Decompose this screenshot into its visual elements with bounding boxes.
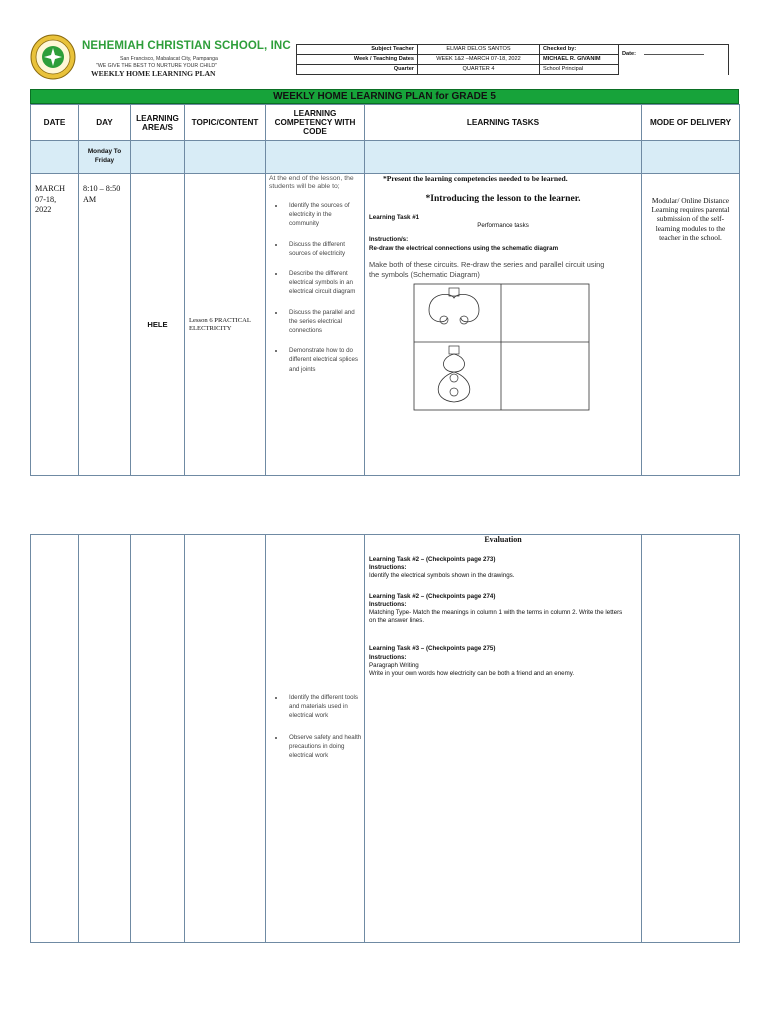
date-label: Date:	[622, 51, 636, 58]
task2b-instr: Matching Type- Match the meanings in column 1 with the terms in column 2. Write the letters on the answer lines.	[369, 609, 623, 625]
date-cell	[619, 45, 729, 65]
competency-item: • Discuss the parallel and the series electrical connections	[285, 308, 362, 336]
school-motto: "WE GIVE THE BEST TO NURTURE YOUR CHILD"	[96, 63, 218, 69]
task1-label: Learning Task #1	[369, 214, 420, 221]
task-present: *Present the learning competencies needed to be learned.	[383, 174, 568, 183]
competency-intro: At the end of the lesson, the students will be able to;	[269, 175, 354, 190]
plan-banner: WEEKLY HOME LEARNING PLAN for GRADE 5	[30, 89, 739, 104]
header-tasks: LEARNING TASKS	[365, 105, 642, 141]
task1-instr: Re-draw the electrical connections using the schematic diagram	[369, 244, 559, 252]
task2a-instr: Identify the electrical symbols shown in the drawings.	[369, 572, 515, 580]
subject-teacher-value: ELMAR DELOS SANTOS	[418, 45, 540, 55]
task1-instr-label: Instruction/s:	[369, 236, 409, 244]
competency-item: • Discuss the different sources of electricity	[285, 240, 362, 258]
row1-date: MARCH 07-18, 2022	[31, 174, 79, 476]
header-area: LEARNING AREA/S	[131, 105, 185, 141]
header-date: DATE	[31, 105, 79, 141]
task2a-instr-label: Instructions:	[369, 564, 407, 572]
header-topic: TOPIC/CONTENT	[185, 105, 266, 141]
header-competency: LEARNING COMPETENCY WITH CODE	[266, 105, 365, 141]
principal-title: School Principal	[540, 65, 619, 75]
plan-table	[30, 104, 740, 476]
week-label: Week / Teaching Dates	[297, 55, 418, 65]
row2-competency-cell	[266, 535, 365, 943]
task2b-label: Learning Task #2 – (Checkpoints page 274)	[369, 592, 496, 600]
competency-item: • Identify the different tools and materials used in electrical work	[285, 693, 362, 721]
row1-time: 8:10 – 8:50 AM	[79, 174, 131, 476]
task3-type: Paragraph Writing	[369, 661, 419, 669]
competency-item: • Identify the sources of electricity in the community	[285, 201, 362, 229]
school-address: San Francisco, Mabalacat City, Pampanga	[120, 56, 218, 62]
task-intro: *Introducing the lesson to the learner.	[425, 193, 581, 204]
diagram-caption: Make both of these circuits. Re-draw the series and parallel circuit using the symbols (Schematic Diagram)	[369, 259, 605, 279]
task3-label: Learning Task #3 – (Checkpoints page 275)	[369, 645, 496, 653]
row1-delivery: Modular/ Online Distance Learning requires parental submission of the self-learning modules to the teacher in the school.	[642, 174, 740, 476]
row1-topic: Lesson 6 PRACTICAL ELECTRICITY	[185, 174, 266, 476]
row1-competency-cell	[266, 174, 365, 476]
evaluation-title: Evaluation	[484, 535, 522, 544]
circuit-diagram	[369, 282, 639, 412]
school-name: NEHEMIAH CHRISTIAN SCHOOL, INC	[82, 40, 291, 52]
principal-name: MICHAEL R. GIVANIM	[540, 55, 619, 65]
task2a-label: Learning Task #2 – (Checkpoints page 273)	[369, 556, 496, 563]
week-value: WEEK 1&2 –MARCH 07-18, 2022	[418, 55, 540, 65]
task3-instr-label: Instructions:	[369, 653, 407, 661]
task2b-instr-label: Instructions:	[369, 600, 407, 608]
row2-tasks-cell	[365, 535, 642, 943]
row1-tasks-cell	[365, 174, 642, 476]
header-delivery: MODE OF DELIVERY	[642, 105, 740, 141]
competency-item: • Describe the different electrical symbols in an electrical circuit diagram	[285, 269, 362, 297]
quarter-label: Quarter	[297, 65, 418, 75]
row1-area: HELE	[131, 174, 185, 476]
subheader-day: Monday To Friday	[79, 141, 131, 174]
school-logo-icon	[30, 34, 76, 80]
plan-table-continued	[30, 534, 740, 943]
checked-by-label: Checked by:	[540, 45, 619, 55]
header-day: DAY	[79, 105, 131, 141]
quarter-value: QUARTER 4	[418, 65, 540, 75]
competency-item: • Observe safety and health precautions in doing electrical work	[285, 733, 362, 761]
plan-title: WEEKLY HOME LEARNING PLAN	[91, 69, 216, 78]
info-table	[296, 44, 729, 75]
competency-item: • Demonstrate how to do different electrical splices and joints	[285, 346, 362, 374]
subject-teacher-label: Subject Teacher	[297, 45, 418, 55]
task3-instr: Write in your own words how electricity can be both a friend and an enemy.	[369, 670, 575, 678]
task1-type: Performance tasks	[477, 222, 529, 230]
